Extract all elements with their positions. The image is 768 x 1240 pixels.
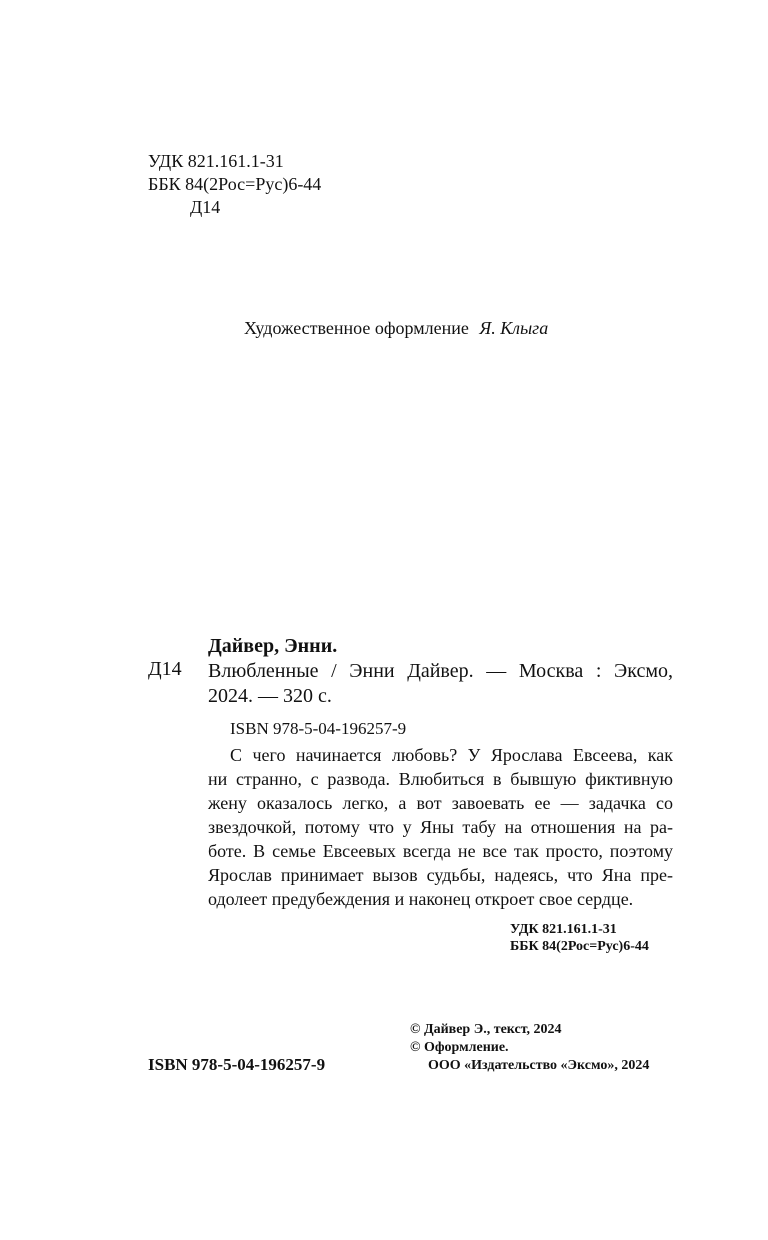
annotation-line: жену оказалось легко, а вот завоевать ее — задачка со	[208, 793, 673, 813]
bbk-code-bottom: ББК 84(2Рос=Рус)6-44	[510, 939, 649, 954]
isbn-bottom: ISBN 978-5-04-196257-9	[148, 1055, 326, 1074]
isbn-record: ISBN 978-5-04-196257-9	[230, 719, 407, 738]
annotation-line: ни странно, с развода. Влюбиться в бывшую фиктивную	[208, 769, 673, 789]
copyright-text: © Дайвер Э., текст, 2024	[410, 1022, 562, 1037]
annotation-paragraph	[208, 743, 673, 911]
author-heading: Дайвер, Энни.	[208, 635, 338, 657]
annotation-line: С чего начинается любовь? У Ярослава Евсеева, как	[230, 745, 673, 765]
author-sign-left: Д14	[148, 658, 182, 680]
bibliographic-title-line: Влюбленные / Энни Дайвер. — Москва : Эксмо,	[208, 660, 673, 682]
udk-code-top: УДК 821.161.1-31	[148, 151, 284, 171]
author-sign-top: Д14	[190, 197, 221, 217]
udk-code-bottom: УДК 821.161.1-31	[510, 922, 617, 937]
copyright-design: © Оформление.	[410, 1040, 509, 1055]
annotation-line: боте. В семье Евсеевых всегда не все так просто, поэтому	[208, 841, 673, 861]
bbk-code-top: ББК 84(2Рос=Рус)6-44	[148, 174, 322, 194]
copyright-publisher: ООО «Издательство «Эксмо», 2024	[428, 1058, 650, 1073]
design-credit-role: Художественное оформление	[244, 318, 469, 338]
annotation-line: одолеет предубеждения и наконец откроет свое сердце.	[208, 889, 634, 909]
design-credit-person: Я. Клыга	[479, 318, 549, 338]
annotation-line: Ярослав принимает вызов судьбы, надеясь, что Яна пре-	[208, 865, 673, 885]
annotation-line: звездочкой, потому что у Яны табу на отношения на ра-	[208, 817, 673, 837]
bibliographic-imprint-line: 2024. — 320 с.	[208, 685, 332, 707]
design-credit	[244, 316, 548, 340]
